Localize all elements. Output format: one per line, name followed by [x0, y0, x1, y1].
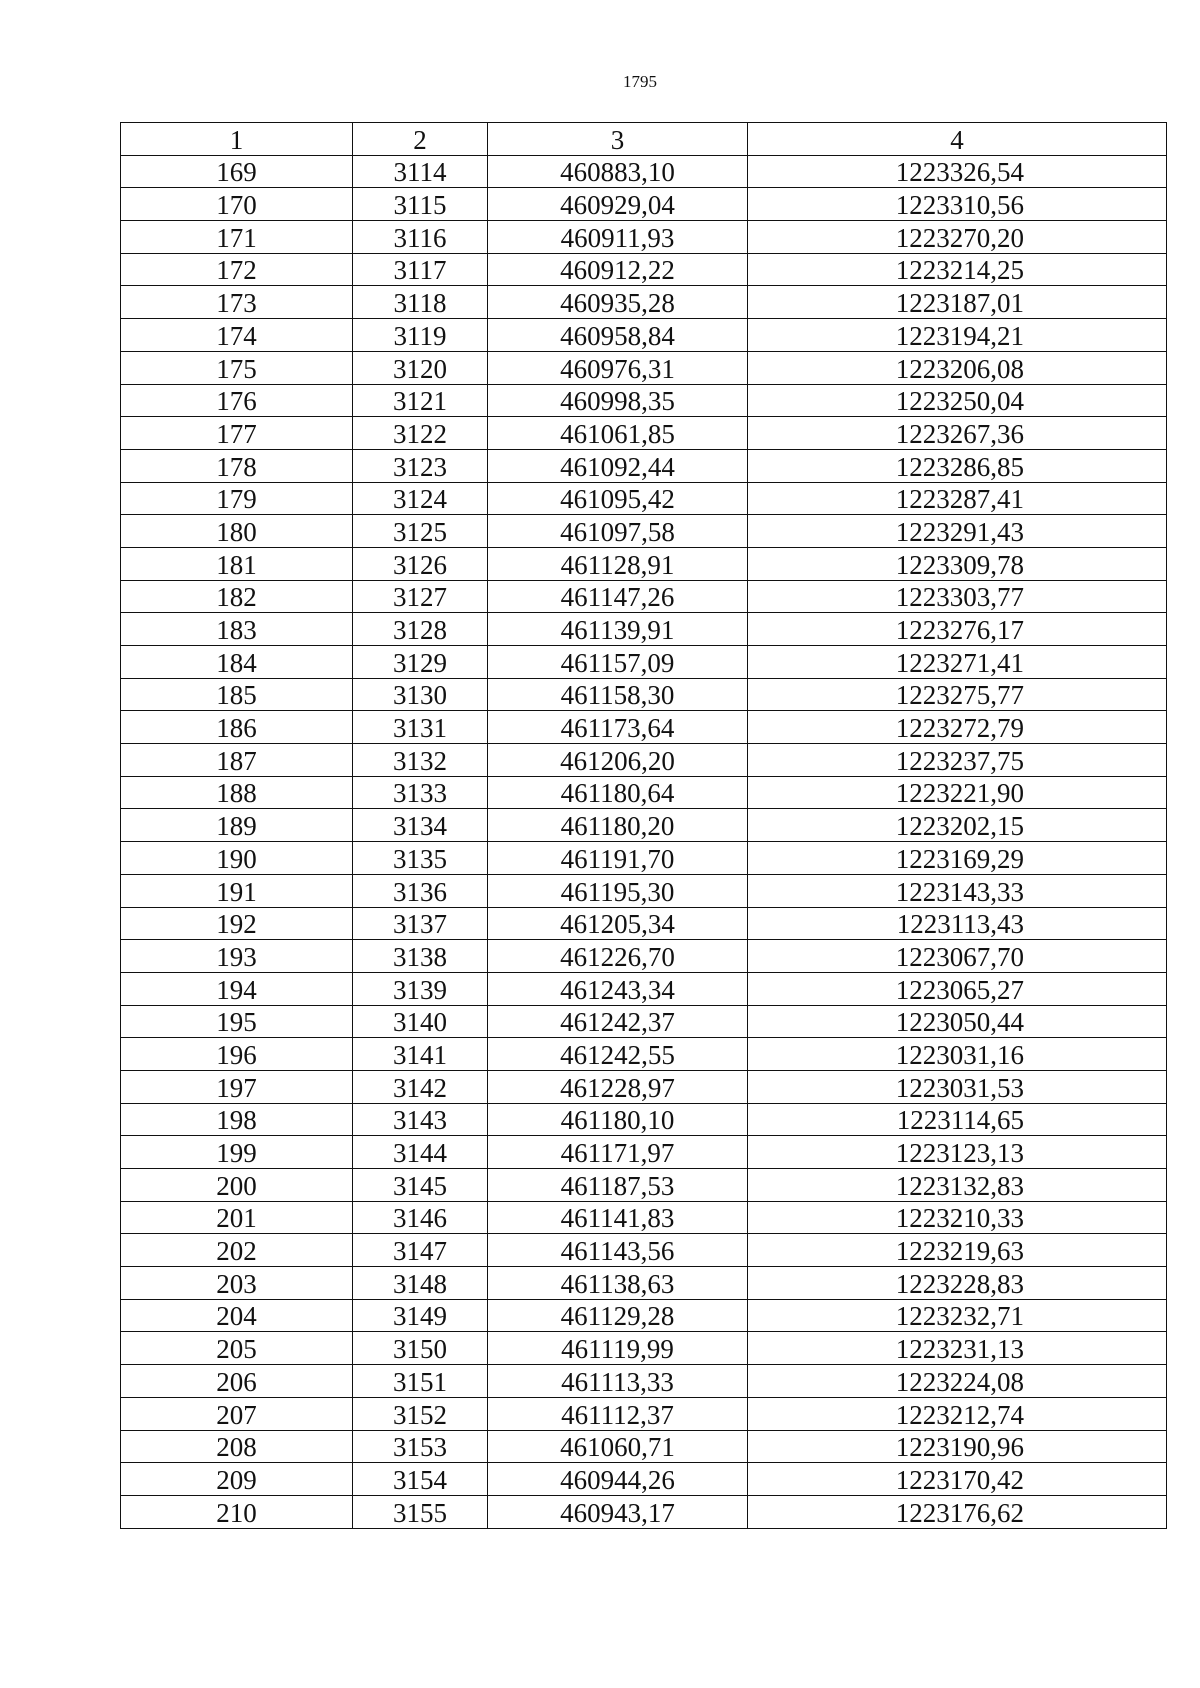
cell-point-number: 182 — [121, 580, 353, 613]
cell-coordinate-y: 1223067,70 — [748, 940, 1167, 973]
cell-coordinate-y: 1223170,42 — [748, 1463, 1167, 1496]
cell-coordinate-y: 1223224,08 — [748, 1365, 1167, 1398]
cell-coordinate-y: 1223190,96 — [748, 1430, 1167, 1463]
table-row — [121, 319, 1167, 352]
cell-coordinate-y: 1223176,62 — [748, 1495, 1167, 1528]
cell-coordinate-x: 461147,26 — [488, 580, 748, 613]
cell-coordinate-x: 461092,44 — [488, 449, 748, 482]
cell-point-number: 189 — [121, 809, 353, 842]
cell-coordinate-y: 1223210,33 — [748, 1201, 1167, 1234]
cell-coordinate-x: 460935,28 — [488, 286, 748, 319]
table-row — [121, 253, 1167, 286]
cell-coordinate-y: 1223202,15 — [748, 809, 1167, 842]
cell-coordinate-x: 461187,53 — [488, 1169, 748, 1202]
cell-coordinate-x: 461180,10 — [488, 1103, 748, 1136]
cell-boundary-point: 3134 — [353, 809, 488, 842]
table-row — [121, 1463, 1167, 1496]
cell-boundary-point: 3136 — [353, 874, 488, 907]
cell-coordinate-y: 1223065,27 — [748, 972, 1167, 1005]
table-row — [121, 1267, 1167, 1300]
cell-boundary-point: 3139 — [353, 972, 488, 1005]
table-row — [121, 1103, 1167, 1136]
cell-point-number: 190 — [121, 842, 353, 875]
cell-point-number: 179 — [121, 482, 353, 515]
cell-point-number: 176 — [121, 384, 353, 417]
cell-coordinate-y: 1223031,53 — [748, 1070, 1167, 1103]
cell-boundary-point: 3124 — [353, 482, 488, 515]
cell-coordinate-x: 461112,37 — [488, 1397, 748, 1430]
cell-coordinate-y: 1223221,90 — [748, 776, 1167, 809]
cell-coordinate-y: 1223310,56 — [748, 188, 1167, 221]
cell-coordinate-y: 1223114,65 — [748, 1103, 1167, 1136]
cell-coordinate-y: 1223219,63 — [748, 1234, 1167, 1267]
cell-coordinate-y: 1223250,04 — [748, 384, 1167, 417]
table-row — [121, 1234, 1167, 1267]
cell-coordinate-x: 461195,30 — [488, 874, 748, 907]
cell-coordinate-y: 1223132,83 — [748, 1169, 1167, 1202]
cell-coordinate-x: 461113,33 — [488, 1365, 748, 1398]
cell-boundary-point: 3137 — [353, 907, 488, 940]
column-header: 1 — [121, 123, 353, 156]
cell-coordinate-y: 1223275,77 — [748, 678, 1167, 711]
table-row — [121, 907, 1167, 940]
cell-boundary-point: 3126 — [353, 547, 488, 580]
cell-point-number: 204 — [121, 1299, 353, 1332]
cell-boundary-point: 3144 — [353, 1136, 488, 1169]
cell-boundary-point: 3152 — [353, 1397, 488, 1430]
cell-point-number: 178 — [121, 449, 353, 482]
cell-coordinate-x: 461180,20 — [488, 809, 748, 842]
cell-point-number: 183 — [121, 613, 353, 646]
table-row — [121, 646, 1167, 679]
table-row — [121, 613, 1167, 646]
table-row — [121, 384, 1167, 417]
cell-coordinate-y: 1223031,16 — [748, 1038, 1167, 1071]
cell-boundary-point: 3143 — [353, 1103, 488, 1136]
cell-point-number: 209 — [121, 1463, 353, 1496]
cell-coordinate-x: 460883,10 — [488, 155, 748, 188]
cell-boundary-point: 3117 — [353, 253, 488, 286]
cell-boundary-point: 3135 — [353, 842, 488, 875]
cell-boundary-point: 3145 — [353, 1169, 488, 1202]
cell-coordinate-x: 460976,31 — [488, 351, 748, 384]
cell-point-number: 193 — [121, 940, 353, 973]
cell-coordinate-y: 1223206,08 — [748, 351, 1167, 384]
table-row — [121, 580, 1167, 613]
cell-point-number: 175 — [121, 351, 353, 384]
cell-coordinate-x: 461206,20 — [488, 744, 748, 777]
cell-coordinate-y: 1223303,77 — [748, 580, 1167, 613]
table-row — [121, 1201, 1167, 1234]
cell-coordinate-x: 460958,84 — [488, 319, 748, 352]
cell-boundary-point: 3122 — [353, 417, 488, 450]
cell-boundary-point: 3146 — [353, 1201, 488, 1234]
cell-coordinate-x: 461173,64 — [488, 711, 748, 744]
cell-coordinate-x: 461242,55 — [488, 1038, 748, 1071]
table-row — [121, 547, 1167, 580]
cell-coordinate-x: 461095,42 — [488, 482, 748, 515]
table-header-row — [121, 123, 1167, 156]
cell-point-number: 194 — [121, 972, 353, 1005]
cell-point-number: 184 — [121, 646, 353, 679]
cell-boundary-point: 3149 — [353, 1299, 488, 1332]
cell-coordinate-x: 461226,70 — [488, 940, 748, 973]
cell-coordinate-x: 461180,64 — [488, 776, 748, 809]
cell-coordinate-x: 460929,04 — [488, 188, 748, 221]
cell-boundary-point: 3141 — [353, 1038, 488, 1071]
cell-coordinate-y: 1223212,74 — [748, 1397, 1167, 1430]
cell-coordinate-y: 1223231,13 — [748, 1332, 1167, 1365]
cell-boundary-point: 3131 — [353, 711, 488, 744]
cell-coordinate-y: 1223194,21 — [748, 319, 1167, 352]
cell-coordinate-x: 461143,56 — [488, 1234, 748, 1267]
cell-coordinate-y: 1223276,17 — [748, 613, 1167, 646]
cell-point-number: 173 — [121, 286, 353, 319]
cell-coordinate-y: 1223287,41 — [748, 482, 1167, 515]
cell-point-number: 195 — [121, 1005, 353, 1038]
cell-coordinate-x: 460944,26 — [488, 1463, 748, 1496]
table-row — [121, 972, 1167, 1005]
cell-coordinate-x: 461060,71 — [488, 1430, 748, 1463]
cell-point-number: 169 — [121, 155, 353, 188]
cell-coordinate-y: 1223143,33 — [748, 874, 1167, 907]
column-header: 3 — [488, 123, 748, 156]
cell-coordinate-y: 1223169,29 — [748, 842, 1167, 875]
cell-coordinate-y: 1223123,13 — [748, 1136, 1167, 1169]
cell-point-number: 196 — [121, 1038, 353, 1071]
cell-boundary-point: 3155 — [353, 1495, 488, 1528]
cell-boundary-point: 3120 — [353, 351, 488, 384]
cell-coordinate-x: 461171,97 — [488, 1136, 748, 1169]
cell-boundary-point: 3151 — [353, 1365, 488, 1398]
cell-point-number: 191 — [121, 874, 353, 907]
cell-boundary-point: 3129 — [353, 646, 488, 679]
table-row — [121, 1169, 1167, 1202]
cell-boundary-point: 3127 — [353, 580, 488, 613]
cell-boundary-point: 3123 — [353, 449, 488, 482]
table-row — [121, 351, 1167, 384]
cell-coordinate-y: 1223050,44 — [748, 1005, 1167, 1038]
cell-boundary-point: 3121 — [353, 384, 488, 417]
cell-coordinate-x: 460912,22 — [488, 253, 748, 286]
cell-point-number: 197 — [121, 1070, 353, 1103]
column-header: 2 — [353, 123, 488, 156]
cell-coordinate-x: 460998,35 — [488, 384, 748, 417]
table-row — [121, 417, 1167, 450]
cell-boundary-point: 3148 — [353, 1267, 488, 1300]
table-row — [121, 221, 1167, 254]
cell-point-number: 187 — [121, 744, 353, 777]
cell-boundary-point: 3125 — [353, 515, 488, 548]
cell-coordinate-y: 1223237,75 — [748, 744, 1167, 777]
table-row — [121, 1005, 1167, 1038]
cell-boundary-point: 3115 — [353, 188, 488, 221]
column-header: 4 — [748, 123, 1167, 156]
cell-point-number: 170 — [121, 188, 353, 221]
table-row — [121, 1332, 1167, 1365]
table-body — [121, 123, 1167, 1529]
cell-coordinate-x: 461128,91 — [488, 547, 748, 580]
cell-point-number: 188 — [121, 776, 353, 809]
cell-point-number: 186 — [121, 711, 353, 744]
cell-coordinate-x: 461097,58 — [488, 515, 748, 548]
cell-coordinate-y: 1223214,25 — [748, 253, 1167, 286]
table-row — [121, 1430, 1167, 1463]
cell-point-number: 207 — [121, 1397, 353, 1430]
cell-coordinate-y: 1223286,85 — [748, 449, 1167, 482]
cell-point-number: 185 — [121, 678, 353, 711]
cell-coordinate-x: 461139,91 — [488, 613, 748, 646]
cell-coordinate-x: 461191,70 — [488, 842, 748, 875]
cell-boundary-point: 3116 — [353, 221, 488, 254]
cell-coordinate-y: 1223309,78 — [748, 547, 1167, 580]
table-row — [121, 711, 1167, 744]
cell-coordinate-x: 461243,34 — [488, 972, 748, 1005]
table-row — [121, 874, 1167, 907]
cell-point-number: 203 — [121, 1267, 353, 1300]
table-row — [121, 188, 1167, 221]
cell-coordinate-x: 461205,34 — [488, 907, 748, 940]
cell-boundary-point: 3130 — [353, 678, 488, 711]
cell-boundary-point: 3133 — [353, 776, 488, 809]
coordinates-table — [120, 122, 1167, 1529]
cell-point-number: 181 — [121, 547, 353, 580]
cell-coordinate-x: 461157,09 — [488, 646, 748, 679]
cell-point-number: 201 — [121, 1201, 353, 1234]
cell-coordinate-x: 461061,85 — [488, 417, 748, 450]
cell-coordinate-x: 461228,97 — [488, 1070, 748, 1103]
cell-boundary-point: 3150 — [353, 1332, 488, 1365]
cell-coordinate-x: 461138,63 — [488, 1267, 748, 1300]
table-row — [121, 1495, 1167, 1528]
table-row — [121, 1365, 1167, 1398]
cell-point-number: 198 — [121, 1103, 353, 1136]
page-number: 1795 — [623, 72, 657, 91]
cell-coordinate-x: 461242,37 — [488, 1005, 748, 1038]
table-row — [121, 809, 1167, 842]
cell-boundary-point: 3154 — [353, 1463, 488, 1496]
table-row — [121, 940, 1167, 973]
table-row — [121, 1038, 1167, 1071]
table-row — [121, 1136, 1167, 1169]
cell-coordinate-y: 1223326,54 — [748, 155, 1167, 188]
cell-coordinate-y: 1223228,83 — [748, 1267, 1167, 1300]
cell-point-number: 171 — [121, 221, 353, 254]
cell-boundary-point: 3147 — [353, 1234, 488, 1267]
cell-coordinate-x: 460943,17 — [488, 1495, 748, 1528]
table-row — [121, 678, 1167, 711]
cell-coordinate-x: 461119,99 — [488, 1332, 748, 1365]
cell-boundary-point: 3118 — [353, 286, 488, 319]
cell-boundary-point: 3114 — [353, 155, 488, 188]
cell-coordinate-y: 1223113,43 — [748, 907, 1167, 940]
cell-boundary-point: 3119 — [353, 319, 488, 352]
cell-boundary-point: 3138 — [353, 940, 488, 973]
cell-point-number: 205 — [121, 1332, 353, 1365]
cell-coordinate-y: 1223187,01 — [748, 286, 1167, 319]
cell-point-number: 210 — [121, 1495, 353, 1528]
table-row — [121, 482, 1167, 515]
cell-boundary-point: 3153 — [353, 1430, 488, 1463]
cell-point-number: 172 — [121, 253, 353, 286]
cell-coordinate-y: 1223232,71 — [748, 1299, 1167, 1332]
cell-point-number: 202 — [121, 1234, 353, 1267]
cell-coordinate-y: 1223272,79 — [748, 711, 1167, 744]
table-row — [121, 286, 1167, 319]
cell-coordinate-y: 1223271,41 — [748, 646, 1167, 679]
cell-coordinate-y: 1223291,43 — [748, 515, 1167, 548]
cell-point-number: 199 — [121, 1136, 353, 1169]
table-row — [121, 842, 1167, 875]
cell-coordinate-x: 461158,30 — [488, 678, 748, 711]
cell-boundary-point: 3142 — [353, 1070, 488, 1103]
cell-point-number: 208 — [121, 1430, 353, 1463]
cell-coordinate-x: 460911,93 — [488, 221, 748, 254]
table-row — [121, 449, 1167, 482]
cell-boundary-point: 3128 — [353, 613, 488, 646]
cell-coordinate-y: 1223270,20 — [748, 221, 1167, 254]
table-row — [121, 1070, 1167, 1103]
cell-boundary-point: 3132 — [353, 744, 488, 777]
table-row — [121, 744, 1167, 777]
table-row — [121, 155, 1167, 188]
cell-coordinate-x: 461129,28 — [488, 1299, 748, 1332]
cell-point-number: 192 — [121, 907, 353, 940]
cell-coordinate-x: 461141,83 — [488, 1201, 748, 1234]
table-row — [121, 776, 1167, 809]
cell-point-number: 177 — [121, 417, 353, 450]
table-row — [121, 1397, 1167, 1430]
cell-point-number: 180 — [121, 515, 353, 548]
table-row — [121, 515, 1167, 548]
cell-boundary-point: 3140 — [353, 1005, 488, 1038]
cell-point-number: 206 — [121, 1365, 353, 1398]
cell-coordinate-y: 1223267,36 — [748, 417, 1167, 450]
cell-point-number: 174 — [121, 319, 353, 352]
cell-point-number: 200 — [121, 1169, 353, 1202]
table-row — [121, 1299, 1167, 1332]
